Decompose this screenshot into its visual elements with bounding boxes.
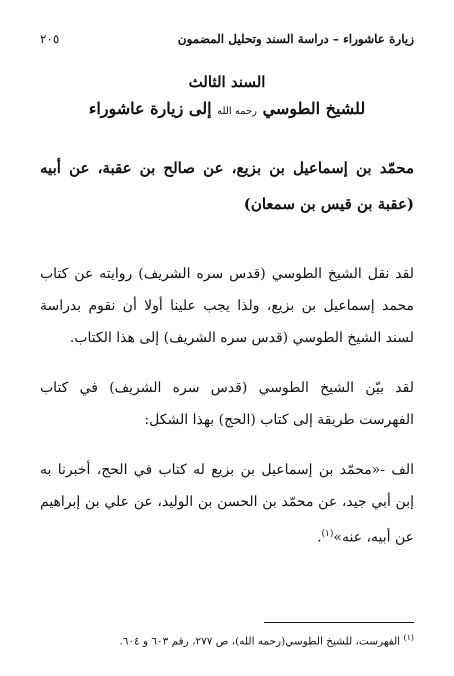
page-number: ٢٠٥ <box>40 32 60 46</box>
footnote <box>40 630 414 650</box>
paragraph-3-quote <box>40 454 414 554</box>
narration-chain: محمّد بن إسماعيل بن بزيع، عن صالح بن عقبة، عن أبيه (عقبة بن قيس بن سمعان) <box>40 159 414 213</box>
paragraph-1: لقد نقل الشيخ الطوسي (قدس سره الشريف) روايته عن كتاب محمد إسماعيل بن بزيع، ولذا يجب علينا أولا أن نقوم بدراسة لسند الشيخ الطوسي (قدس سره الشريف) إلى هذا الكتاب. <box>40 266 414 346</box>
quote-end: . <box>317 529 322 546</box>
footnote-text: الفهرست، للشيخ الطوسي(رحمه الله)، ص ٢٧٧، رقم ٦٠٣ و ٦٠٤. <box>119 635 401 648</box>
section-subtitle-start: للشيخ الطوسي <box>262 99 366 118</box>
section-subtitle <box>20 96 434 125</box>
body-text <box>40 150 414 572</box>
honorific: رحمه الله <box>217 106 257 117</box>
running-header <box>40 28 414 50</box>
footnote-reference[interactable]: (١) <box>321 529 334 539</box>
section-title: السند الثالث <box>188 73 266 91</box>
section-subtitle-end: إلى زيارة عاشوراء <box>88 99 212 118</box>
running-header-title: زيارة عاشوراء – دراسة السند وتحليل المضمون <box>177 32 414 46</box>
paragraph-2: لقد بيّن الشيخ الطوسي (قدس سره الشريف) في كتاب الفهرست طريقة إلى كتاب (الحج) بهذا الشكل: <box>40 380 414 428</box>
section-heading <box>20 70 434 125</box>
footnote-mark: (١) <box>403 633 414 642</box>
footnote-divider <box>264 622 414 623</box>
quote-text: الف -«محمّد بن إسماعيل بن بزيع له كتاب في الحج، أخبرنا به إبن أبي جيد، عن محمّد بن الحسن بن الوليد، عن علي بن إبراهيم عن أبيه، عنه» <box>40 462 414 546</box>
